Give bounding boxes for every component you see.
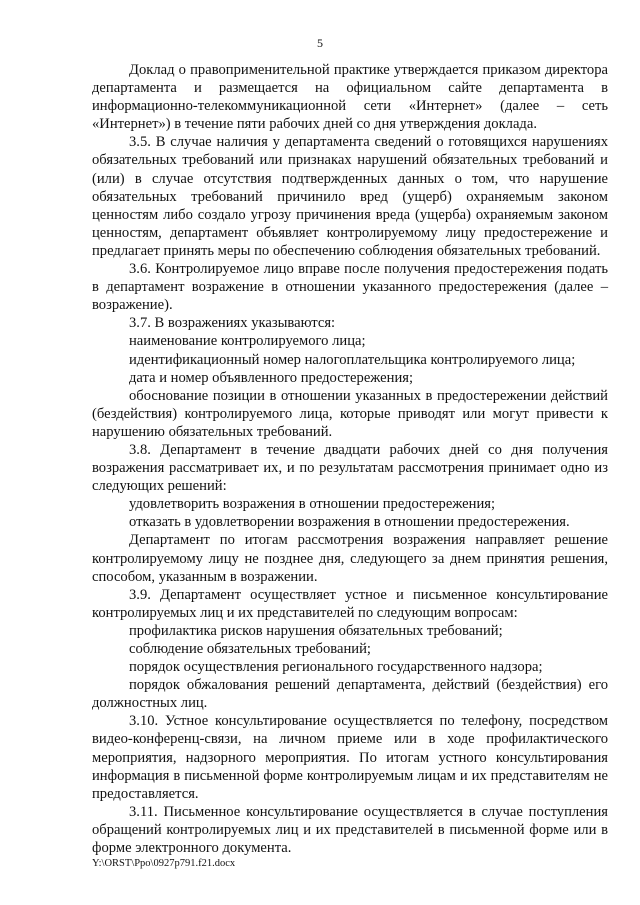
list-item-supervision-order: порядок осуществления регионального государственного надзора; [129, 659, 543, 676]
paragraph-3-9-consulting: 3.9. Департамент осуществляет устное и письменное консультирование контролируемых лиц и их представителей по следующим вопросам: [92, 586, 608, 621]
list-item-justification: обоснование позиции в отношении указанных в предостережении действий (бездействия) контролируемого лица, которые приводят или могут привести к нарушению обязательных требований. [92, 387, 608, 440]
list-item-inn: идентификационный номер налогоплательщика контролируемого лица; [129, 351, 576, 368]
paragraph-decision-sending: Департамент по итогам рассмотрения возражения направляет решение контролируемому лицу не позднее дня, следующего за днем принятия решения, способом, указанным в возражении. [92, 532, 608, 585]
document-body [92, 61, 608, 857]
paragraph-3-11-written-consulting: 3.11. Письменное консультирование осуществляется в случае поступления обращений контролируемых лиц и их представителей в письменной форме или в форме электронного документа. [92, 803, 608, 857]
list-item-appeal-order: порядок обжалования решений департамента, действий (бездействия) его должностных лиц. [92, 677, 608, 712]
list-item-risk-prevention: профилактика рисков нарушения обязательных требований; [129, 622, 503, 639]
list-item-refuse: отказать в удовлетворении возражения в отношении предостережения. [129, 514, 570, 531]
list-item-warning-date: дата и номер объявленного предостережения; [129, 369, 414, 386]
paragraph-3-10-oral-consulting: 3.10. Устное консультирование осуществляется по телефону, посредством видео-конференц-связи, на личном приеме или в ходе профилактического мероприятия, надзорного мероприятия. По итогам устного консультирования информация в письменной форме контролируемым лицам и их представителям не предоставляется. [92, 713, 608, 802]
page-number: 5 [317, 36, 323, 50]
list-item-satisfy: удовлетворить возражения в отношении предостережения; [129, 496, 496, 513]
paragraph-3-8-review: 3.8. Департамент в течение двадцати рабочих дней со дня получения возражения рассматривает их, и по результатам рассмотрения принимает одно из следующих решений: [92, 441, 608, 495]
paragraph-3-6-objection: 3.6. Контролируемое лицо вправе после получения предостережения подать в департамент возражение в отношении указанного предостережения (далее – возражение). [92, 261, 608, 314]
paragraph-3-7-objection-contents: 3.7. В возражениях указываются: [129, 315, 336, 332]
list-item-compliance: соблюдение обязательных требований; [129, 641, 371, 657]
footer-file-path: Y:\ORST\Ppo\0927p791.f21.docx [92, 858, 236, 869]
paragraph-3-5-warning: 3.5. В случае наличия у департамента сведений о готовящихся нарушениях обязательных требований или признаках нарушений обязательных требований и (или) в случае отсутствия подтвержденных данных о том, что нарушение обязательных требований причинило вред (ущерб) охраняемым законом ценностям либо создало угрозу причинения вреда (ущерба) охраняемым законом ценностям, департамент объявляет контролируемому лицу предостережение и предлагает принять меры по обеспечению соблюдения обязательных требований. [92, 134, 608, 259]
list-item-name: наименование контролируемого лица; [129, 333, 366, 350]
paragraph-report-approval: Доклад о правоприменительной практике утверждается приказом директора департамента и размещается на официальном сайте департамента в информационно-телекоммуникационной сети «Интернет» (далее – сеть «Интернет») в течение пяти рабочих дней со дня утверждения доклада. [92, 62, 608, 133]
